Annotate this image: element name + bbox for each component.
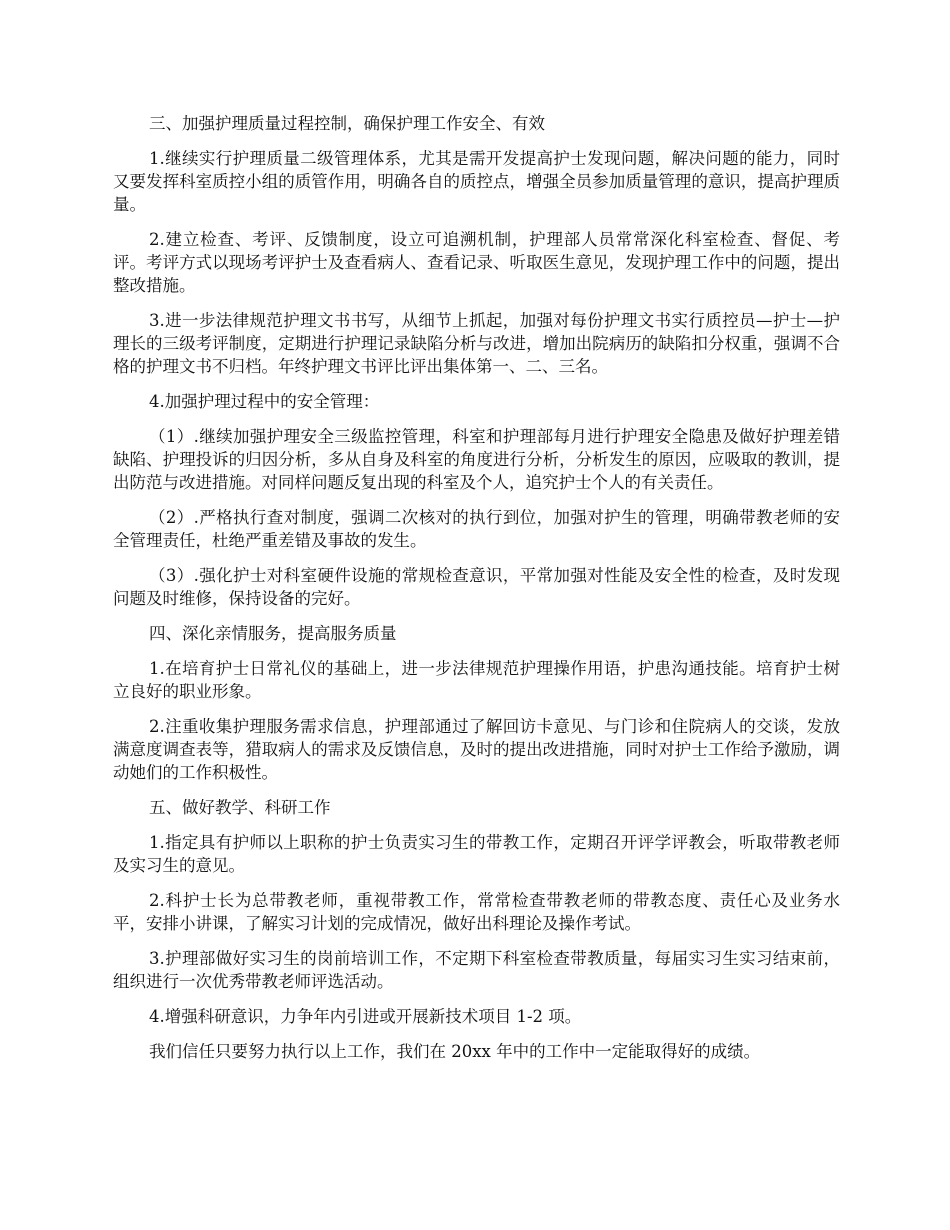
section-heading-5: 五、做好教学、科研工作 (149, 798, 331, 817)
paragraph: 2.注重收集护理服务需求信息，护理部通过了解回访卡意见、与门诊和住院病人的交谈，发放满意度调查表等，猎取病人的需求及反馈信息，及时的提出改进措施，同时对护士工作给予激励，调动她们的工作积极性。 (113, 717, 840, 782)
document-page (113, 112, 840, 1075)
paragraph: 1.在培育护士日常礼仪的基础上，进一步法律规范护理操作用语，护患沟通技能。培育护士树立良好的职业形象。 (113, 659, 840, 701)
paragraph: （1）.继续加强护理安全三级监控管理，科室和护理部每月进行护理安全隐患及做好护理差错缺陷、护理投诉的归因分析，多从自身及科室的角度进行分析，分析发生的原因，应吸取的教训，提出防范与改进措施。对同样问题反复出现的科室及个人，追究护士个人的有关责任。 (113, 427, 840, 492)
paragraph: 1.继续实行护理质量二级管理体系，尤其是需开发提高护士发现问题，解决问题的能力，同时又要发挥科室质控小组的质管作用，明确各自的质控点，增强全员参加质量管理的意识，提高护理质量。 (113, 149, 840, 214)
paragraph: 4.增强科研意识，力争年内引进或开展新技术项目 1-2 项。 (149, 1007, 582, 1026)
closing-paragraph: 我们信任只要努力执行以上工作，我们在 20xx 年中的工作中一定能取得好的成绩。 (149, 1042, 761, 1061)
paragraph: 3.进一步法律规范护理文书书写，从细节上抓起，加强对每份护理文书实行质控员—护士—护理长的三级考评制度，定期进行护理记录缺陷分析与改进，增加出院病历的缺陷扣分权重，强调不合格的护理文书不归档。年终护理文书评比评出集体第一、二、三名。 (113, 311, 840, 376)
paragraph: 2.科护士长为总带教老师，重视带教工作，常常检查带教老师的带教态度、责任心及业务水平，安排小讲课，了解实习计划的完成情况，做好出科理论及操作考试。 (113, 891, 840, 933)
paragraph: 3.护理部做好实习生的岗前培训工作，不定期下科室检查带教质量，每届实习生实习结束前，组织进行一次优秀带教老师评选活动。 (113, 949, 840, 991)
paragraph: 2.建立检查、考评、反馈制度，设立可追溯机制，护理部人员常常深化科室检查、督促、考评。考评方式以现场考评护士及查看病人、查看记录、听取医生意见，发现护理工作中的问题，提出整改措施。 (113, 230, 840, 295)
section-heading-3: 三、加强护理质量过程控制，确保护理工作安全、有效 (149, 114, 545, 133)
paragraph: （3）.强化护士对科室硬件设施的常规检查意识，平常加强对性能及安全性的检查，及时发现问题及时维修，保持设备的完好。 (113, 566, 840, 608)
section-heading-4: 四、深化亲情服务，提高服务质量 (149, 624, 397, 643)
paragraph: （2）.严格执行查对制度，强调二次核对的执行到位，加强对护生的管理，明确带教老师的安全管理责任，杜绝严重差错及事故的发生。 (113, 508, 840, 550)
paragraph: 1.指定具有护师以上职称的护士负责实习生的带教工作，定期召开评学评教会，听取带教老师及实习生的意见。 (113, 833, 840, 875)
paragraph: 4.加强护理过程中的安全管理： (149, 392, 380, 411)
